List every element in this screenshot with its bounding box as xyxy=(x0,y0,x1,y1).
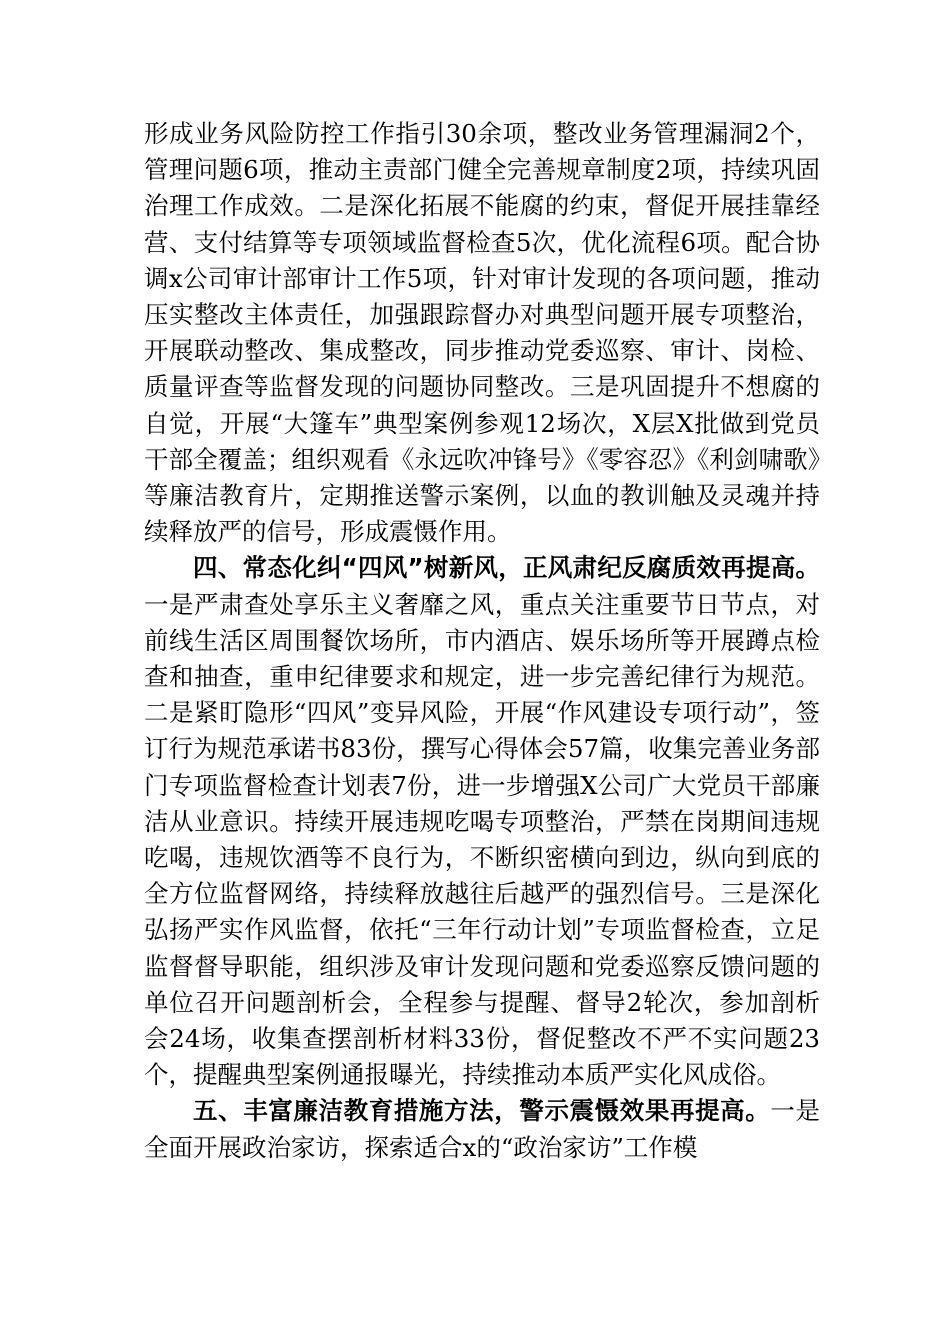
paragraph-1 xyxy=(144,116,820,550)
section-5-heading: 五、丰富廉洁教育措施方法，警示震慑效果再提高。 xyxy=(193,1096,771,1126)
document-body xyxy=(144,116,820,1166)
paragraph-2 xyxy=(144,550,820,1093)
paragraph-3 xyxy=(144,1093,820,1165)
paragraph-3-body: 一是全面开展政治家访，探索适合x的“政治家访”工作模 xyxy=(144,1096,821,1162)
paragraph-2-body: 一是严肃查处享乐主义奢靡之风，重点关注重要节日节点，对前线生活区周围餐饮场所，市内酒店、娱乐场所等开展蹲点检查和抽查，重申纪律要求和规定，进一步完善纪律行为规范。二是紧盯隐形“四风”变异风险，开展“作风建设专项行动”，签订行为规范承诺书83份，撰写心得体会57篇，收集完善业务部门专项监督检查计划表7份，进一步增强X公司广大党员干部廉洁从业意识。持续开展违规吃喝专项整治，严禁在岗期间违规吃喝，违规饮酒等不良行为，不断织密横向到边，纵向到底的全方位监督网络，持续释放越往后越严的强烈信号。三是深化弘扬严实作风监督，依托“三年行动计划”专项监督检查，立足监督督导职能，组织涉及审计发现问题和党委巡察反馈问题的单位召开问题剖析会，全程参与提醒、督导2轮次，参加剖析会24场，收集查摆剖析材料33份，督促整改不严不实问题23个，提醒典型案例通报曝光，持续推动本质严实化风成俗。 xyxy=(144,589,820,1090)
paragraph-1-body: 形成业务风险防控工作指引30余项，整改业务管理漏洞2个，管理问题6项，推动主责部门健全完善规章制度2项，持续巩固治理工作成效。二是深化拓展不能腐的约束，督促开展挂靠经营、支付结算等专项领域监督检查5次，优化流程6项。配合协调x公司审计部审计工作5项，针对审计发现的各项问题，推动压实整改主体责任，加强跟踪督办对典型问题开展专项整治，开展联动整改、集成整改，同步推动党委巡察、审计、岗检、质量评查等监督发现的问题协同整改。三是巩固提升不想腐的自觉，开展“大篷车”典型案例参观12场次，X层X批做到党员干部全覆盖；组织观看《永远吹冲锋号》《零容忍》《利剑啸歌》等廉洁教育片，定期推送警示案例，以血的教训触及灵魂并持续释放严的信号，形成震慑作用。 xyxy=(144,119,820,547)
section-4-heading: 四、常态化纠“四风”树新风，正风肃纪反腐质效再提高。 xyxy=(193,553,820,583)
